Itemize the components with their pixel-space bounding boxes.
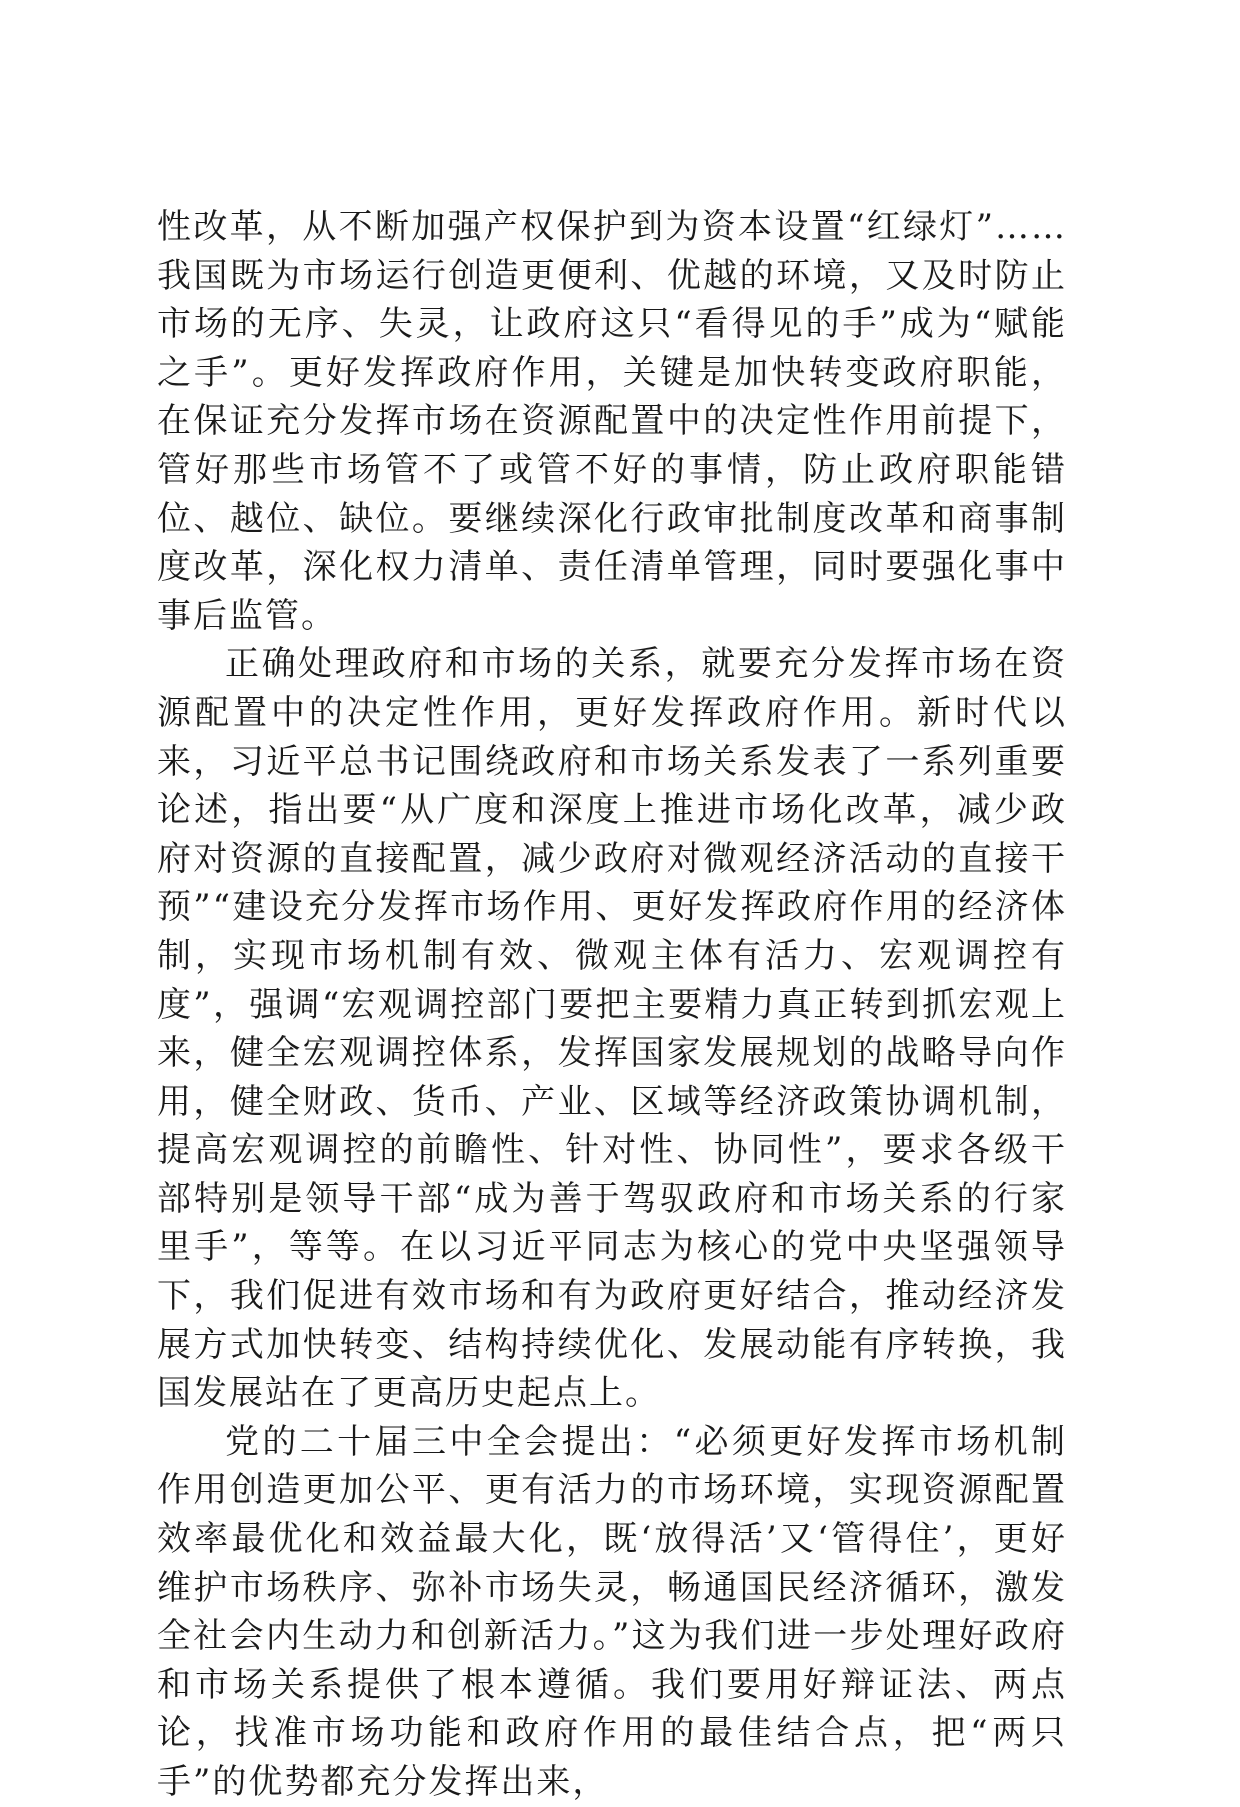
document-body [157,203,1067,1807]
paragraph-3: 党的二十届三中全会提出：“必须更好发挥市场机制作用创造更加公平、更有活力的市场环境，实现资源配置效率最优化和效益最大化，既‘放得活’又‘管得住’，更好维护市场秩序、弥补市场失灵，畅通国民经济循环，激发全社会内生动力和创新活力。”这为我们进一步处理好政府和市场关系提供了根本遵循。我们要用好辩证法、两点论，找准市场功能和政府作用的最佳结合点，把“两只手”的优势都充分发挥出来， [157,1421,1067,1802]
paragraph-1: 性改革，从不断加强产权保护到为资本设置“红绿灯”……我国既为市场运行创造更便利、优越的环境，又及时防止市场的无序、失灵，让政府这只“看得见的手”成为“赋能之手”。更好发挥政府作用，关键是加快转变政府职能，在保证充分发挥市场在资源配置中的决定性作用前提下，管好那些市场管不了或管不好的事情，防止政府职能错位、越位、缺位。要继续深化行政审批制度改革和商事制度改革，深化权力清单、责任清单管理，同时要强化事中事后监管。 [157,207,1067,636]
paragraph-2: 正确处理政府和市场的关系，就要充分发挥市场在资源配置中的决定性作用，更好发挥政府作用。新时代以来，习近平总书记围绕政府和市场关系发表了一系列重要论述，指出要“从广度和深度上推进市场化改革，减少政府对资源的直接配置，减少政府对微观经济活动的直接干预”“建设充分发挥市场作用、更好发挥政府作用的经济体制，实现市场机制有效、微观主体有活力、宏观调控有度”，强调“宏观调控部门要把主要精力真正转到抓宏观上来，健全宏观调控体系，发挥国家发展规划的战略导向作用，健全财政、货币、产业、区域等经济政策协调机制，提高宏观调控的前瞻性、针对性、协同性”，要求各级干部特别是领导干部“成为善于驾驭政府和市场关系的行家里手”，等等。在以习近平同志为核心的党中央坚强领导下，我们促进有效市场和有为政府更好结合，推动经济发展方式加快转变、结构持续优化、发展动能有序转换，我国发展站在了更高历史起点上。 [157,644,1067,1414]
